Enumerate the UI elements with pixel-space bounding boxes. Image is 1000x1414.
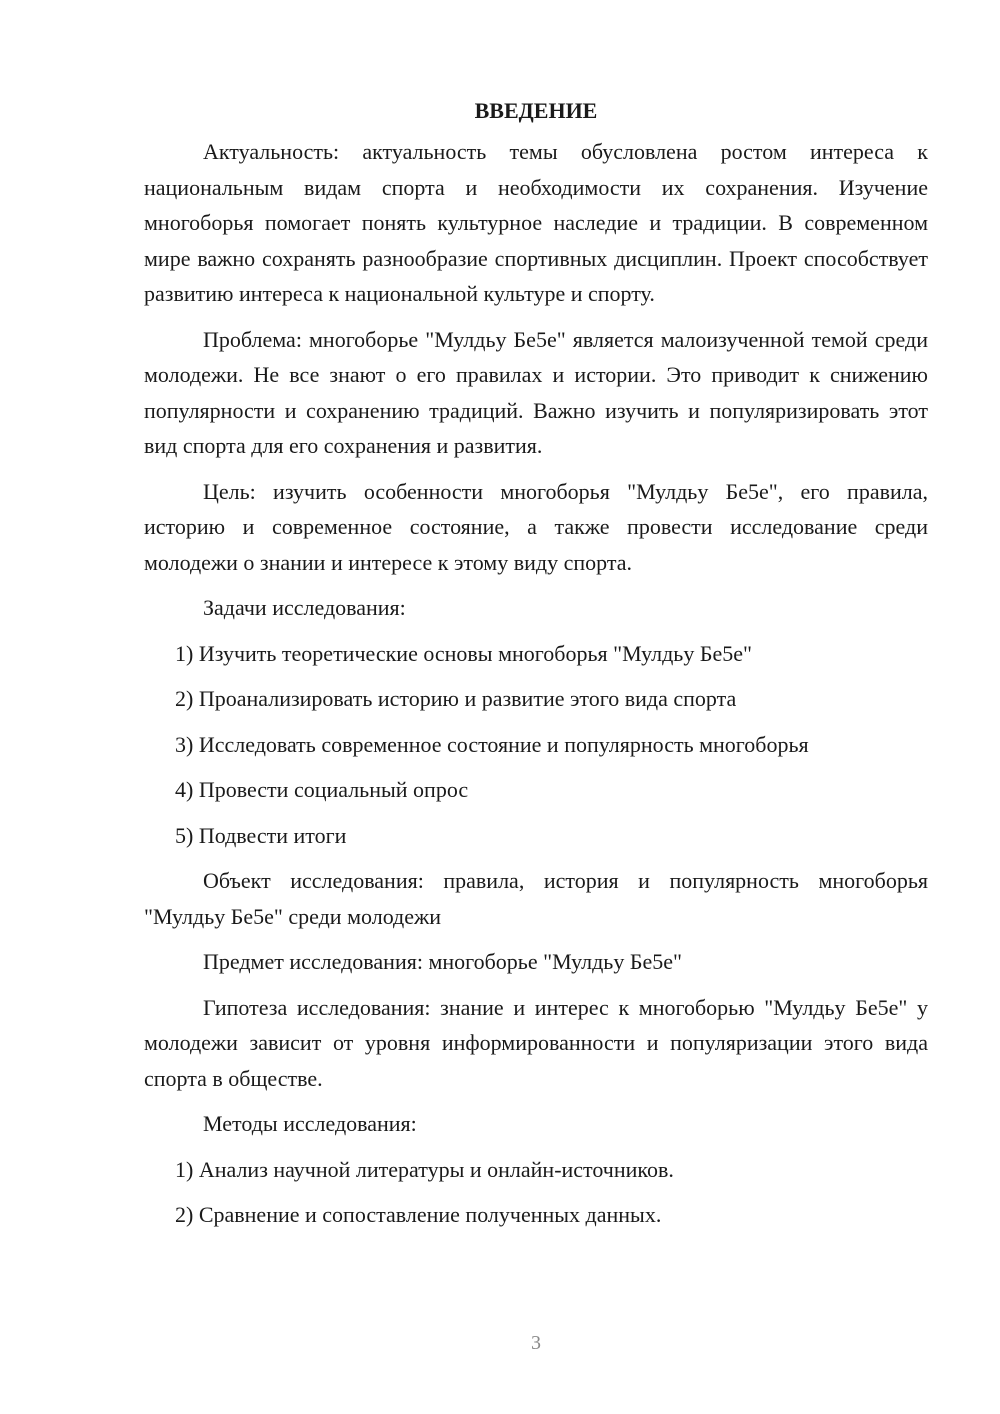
list-item: 5) Подвести итоги <box>175 822 347 848</box>
list-item: 2) Проанализировать историю и развитие этого вида спорта <box>175 686 737 711</box>
section-title: ВВЕДЕНИЕ <box>474 98 598 123</box>
subject-paragraph: Предмет исследования: многоборье "Мулдьу Бе5е" <box>203 949 682 974</box>
problem-paragraph: Проблема: многоборье "Мулдьу Бе5е" является малоизученной темой среди молодежи. Не все знают о его правилах и истории. Это приводит к снижению популярности и сохранению традиций. Важно изучить и популяризировать этот вид спорта для его сохранения и развития. <box>144 326 928 458</box>
list-item: 2) Сравнение и сопоставление полученных данных. <box>175 1202 662 1227</box>
list-item: 1) Анализ научной литературы и онлайн-источников. <box>175 1156 674 1182</box>
methods-heading: Методы исследования: <box>203 1111 417 1136</box>
list-item: 1) Изучить теоретические основы многоборья "Мулдьу Бе5е" <box>175 640 752 666</box>
relevance-paragraph: Актуальность: актуальность темы обусловлена ростом интереса к национальным видам спорта и необходимости их сохранения. Изучение многоборья помогает понять культурное наследие и традиции. В современном мире важно сохранять разнообразие спортивных дисциплин. Проект способствует развитию интереса к национальной культуре и спорту. <box>144 139 928 306</box>
tasks-heading: Задачи исследования: <box>203 595 406 620</box>
list-item: 3) Исследовать современное состояние и популярность многоборья <box>175 731 809 757</box>
page-number: 3 <box>531 1332 541 1354</box>
object-paragraph: Объект исследования: правила, история и популярность многоборья "Мулдьу Бе5е" среди молодежи <box>144 868 928 929</box>
hypothesis-paragraph: Гипотеза исследования: знание и интерес к многоборью "Мулдьу Бе5е" у молодежи зависит от уровня информированности и популяризации этого вида спорта в обществе. <box>144 994 928 1091</box>
list-item: 4) Провести социальный опрос <box>175 777 469 802</box>
document-page <box>144 92 928 1243</box>
goal-paragraph: Цель: изучить особенности многоборья "Мулдьу Бе5е", его правила, историю и современное состояние, а также провести исследование среди молодежи о знании и интересе к этому виду спорта. <box>144 478 928 575</box>
